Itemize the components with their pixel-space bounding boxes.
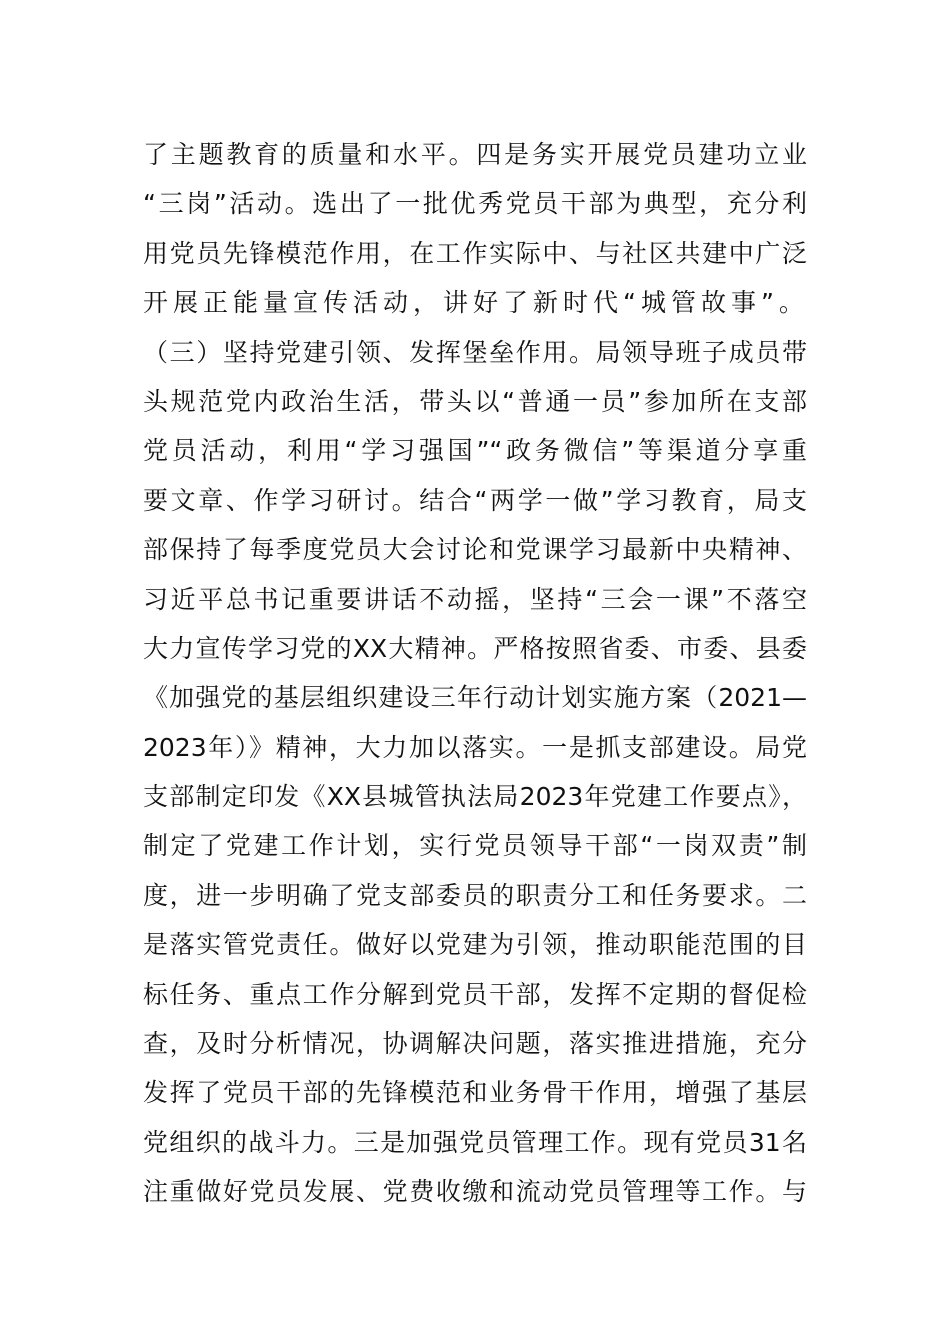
text-line: 发挥了党员干部的先锋模范和业务骨干作用，增强了基层 [143, 1078, 807, 1108]
text-line: 开展正能量宣传活动，讲好了新时代“城管故事”。 [143, 288, 809, 318]
text-line: 支部制定印发《XX县城管执法局2023年党建工作要点》， [143, 782, 807, 812]
text-line: 度，进一步明确了党支部委员的职责分工和任务要求。二 [143, 880, 807, 910]
text-line: 党员活动，利用“学习强国”“政务微信”等渠道分享重 [143, 436, 807, 466]
text-line: “三岗”活动。选出了一批优秀党员干部为典型，充分利 [143, 189, 807, 219]
text-line: 用党员先锋模范作用，在工作实际中、与社区共建中广泛 [143, 238, 807, 268]
text-line: （三）坚持党建引领、发挥堡垒作用。局领导班子成员带 [143, 337, 807, 367]
text-line: 标任务、重点工作分解到党员干部，发挥不定期的督促检 [143, 979, 807, 1009]
text-line: 查，及时分析情况，协调解决问题，落实推进措施，充分 [143, 1029, 807, 1059]
text-line: 《加强党的基层组织建设三年行动计划实施方案（2021— [143, 683, 807, 713]
text-line: 党组织的战斗力。三是加强党员管理工作。现有党员31名 [143, 1127, 807, 1157]
text-line: 大力宣传学习党的XX大精神。严格按照省委、市委、县委 [143, 633, 807, 663]
text-line: 是落实管党责任。做好以党建为引领，推动职能范围的目 [143, 930, 807, 960]
text-line: 习近平总书记重要讲话不动摇，坚持“三会一课”不落空 [143, 584, 807, 614]
text-line: 了主题教育的质量和水平。四是务实开展党员建功立业 [143, 140, 807, 169]
text-line: 2023年）》精神，大力加以落实。一是抓支部建设。局党 [143, 732, 807, 762]
text-line: 注重做好党员发展、党费收缴和流动党员管理等工作。与 [143, 1177, 807, 1207]
text-line: 部保持了每季度党员大会讨论和党课学习最新中央精神、 [143, 535, 807, 565]
text-line: 要文章、作学习研讨。结合“两学一做”学习教育，局支 [143, 485, 807, 515]
text-line: 头规范党内政治生活，带头以“普通一员”参加所在支部 [143, 386, 807, 416]
text-line: 制定了党建工作计划，实行党员领导干部“一岗双责”制 [143, 831, 807, 861]
document-body [143, 136, 807, 1223]
